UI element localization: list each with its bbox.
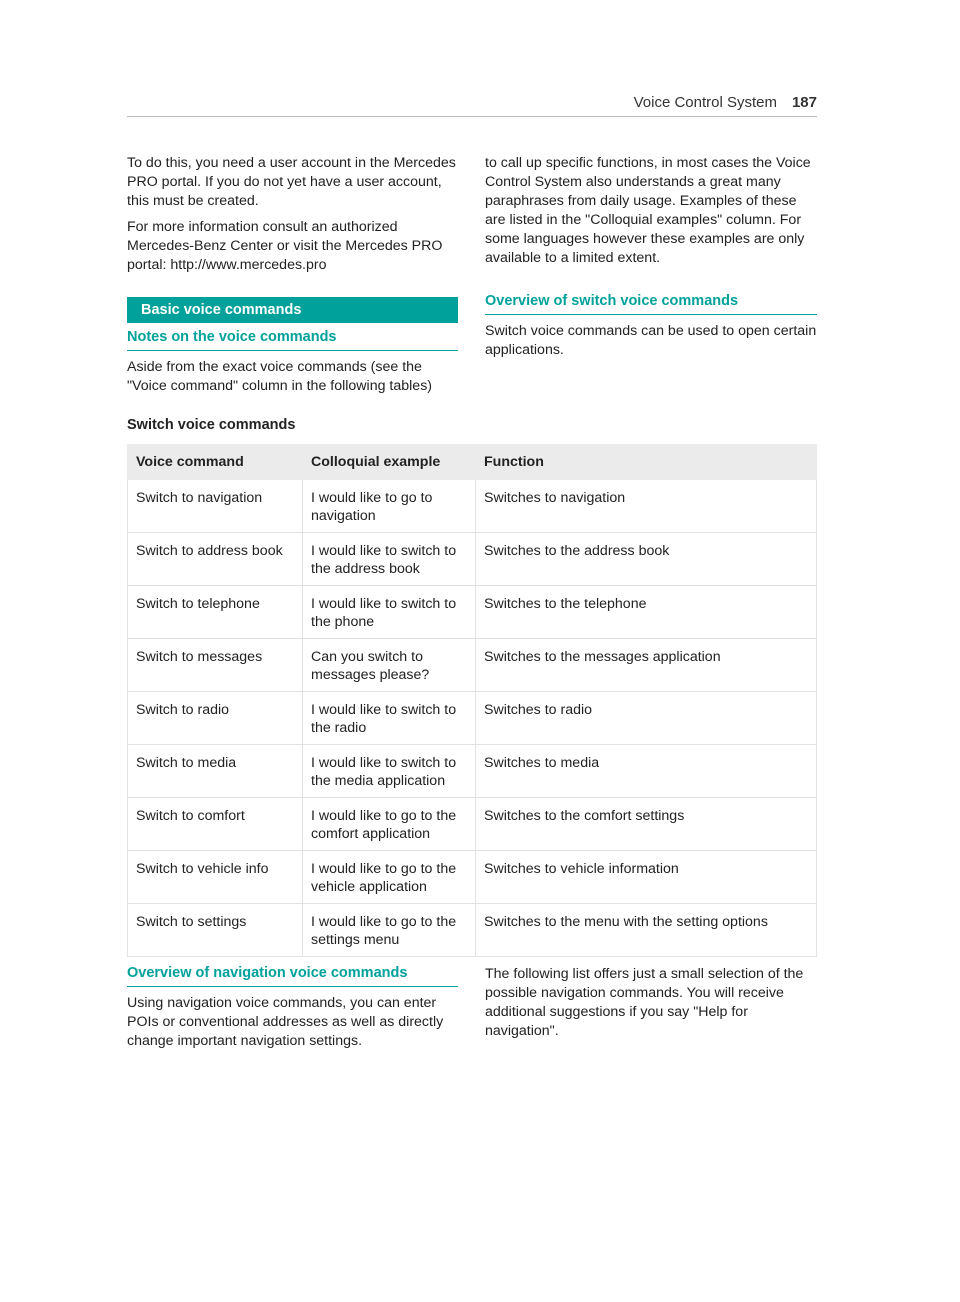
table-row (128, 904, 817, 957)
table-header-row (128, 445, 817, 480)
page-number: 187 (791, 94, 817, 111)
function-cell: Switches to the menu with the setting options (476, 904, 817, 957)
voice-command-cell: Switch to media (128, 745, 303, 798)
function-cell: Switches to the messages application (476, 639, 817, 692)
colloquial-cell: I would like to switch to the radio (303, 692, 476, 745)
table-row (128, 533, 817, 586)
colloquial-cell: I would like to switch to the media application (303, 745, 476, 798)
table-row (128, 639, 817, 692)
colloquial-cell: Can you switch to messages please? (303, 639, 476, 692)
table-row (128, 692, 817, 745)
colloquial-cell: I would like to go to the comfort application (303, 798, 476, 851)
table-row (128, 851, 817, 904)
table-row (128, 798, 817, 851)
function-cell: Switches to the address book (476, 533, 817, 586)
switch-overview-text: Switch voice commands can be used to open certain applications. (485, 323, 817, 358)
colloquial-cell: I would like to switch to the address book (303, 533, 476, 586)
nav-overview-heading: Overview of navigation voice commands (127, 965, 458, 987)
left-column-intro (127, 154, 458, 282)
function-cell: Switches to navigation (476, 480, 817, 533)
function-cell: Switches to radio (476, 692, 817, 745)
switch-commands-table (127, 444, 817, 957)
basic-voice-commands-banner: Basic voice commands (127, 297, 458, 323)
nav-right-text: The following list offers just a small selection of the possible navigation commands. You will receive additional suggestions if you say "Help for navigation". (485, 966, 804, 1039)
function-cell: Switches to the comfort settings (476, 798, 817, 851)
voice-command-cell: Switch to settings (128, 904, 303, 957)
header-function: Function (476, 445, 817, 480)
function-cell: Switches to the telephone (476, 586, 817, 639)
table-row (128, 586, 817, 639)
nav-overview-text: Using navigation voice commands, you can enter POIs or conventional addresses as well as directly change important navigation settings. (127, 995, 444, 1049)
table-row (128, 480, 817, 533)
chapter-title: Voice Control System (633, 94, 777, 111)
voice-command-cell: Switch to address book (128, 533, 303, 586)
page-header (127, 94, 817, 117)
voice-command-cell: Switch to comfort (128, 798, 303, 851)
colloquial-cell: I would like to go to the settings menu (303, 904, 476, 957)
paraphrase-paragraph: to call up specific functions, in most cases the Voice Control System also understands a great many paraphrases from daily usage. Examples of these are listed in the "Colloquial examples" column. For some languages however these examples are only available to a limited extent. (485, 155, 811, 266)
voice-command-cell: Switch to messages (128, 639, 303, 692)
voice-command-cell: Switch to radio (128, 692, 303, 745)
account-paragraph: To do this, you need a user account in the Mercedes PRO portal. If you do not yet have a user account, this must be created. (127, 155, 456, 209)
notes-text: Aside from the exact voice commands (see the "Voice command" column in the following tables) (127, 359, 433, 394)
right-column-intro (485, 154, 817, 275)
switch-overview-heading: Overview of switch voice commands (485, 293, 817, 315)
colloquial-cell: I would like to switch to the phone (303, 586, 476, 639)
notes-heading: Notes on the voice commands (127, 329, 458, 351)
header-voice-command: Voice command (128, 445, 303, 480)
function-cell: Switches to media (476, 745, 817, 798)
colloquial-cell: I would like to go to the vehicle application (303, 851, 476, 904)
table-title: Switch voice commands (127, 417, 296, 433)
voice-command-cell: Switch to telephone (128, 586, 303, 639)
voice-command-cell: Switch to navigation (128, 480, 303, 533)
colloquial-cell: I would like to go to navigation (303, 480, 476, 533)
voice-command-cell: Switch to vehicle info (128, 851, 303, 904)
info-paragraph: For more information consult an authorized Mercedes-Benz Center or visit the Mercedes PRO portal: http://www.mercedes.pro (127, 219, 443, 273)
table-row (128, 745, 817, 798)
function-cell: Switches to vehicle information (476, 851, 817, 904)
header-colloquial-example: Colloquial example (303, 445, 476, 480)
